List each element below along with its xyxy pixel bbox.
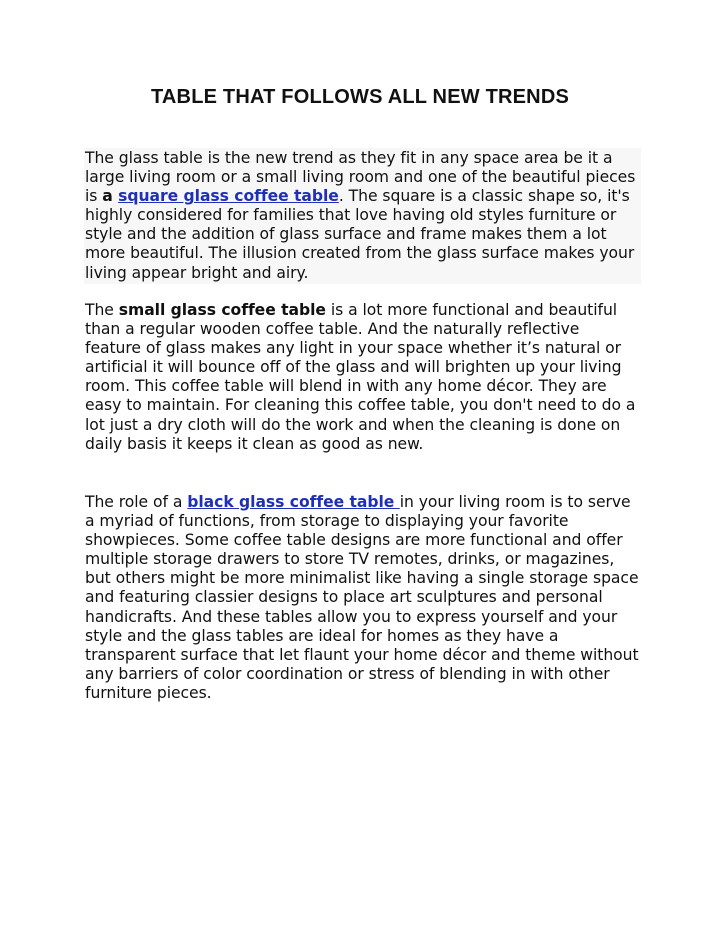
paragraph-3-text-end: in your living room is to serve a myriad of functions, from storage to displaying your favorite showpieces. Some coffee table designs are more functional and offer multiple storage drawers to store TV remotes, drinks, or magazines, but others might be more minimalist like having a single storage space and featuring classier designs to place art sculptures and personal handicrafts. And these tables allow you to express yourself and your style and the glass tables are ideal for homes as they have a transparent surface that let flaunt your home décor and theme without any barriers of color coordination or stress of blending in with other furniture pieces. [85, 493, 639, 702]
paragraph-2-text-start: The [85, 301, 119, 319]
paragraph-1-text-end: . The square is a classic shape so, it's highly considered for families that love having old styles furniture or style and the addition of glass surface and frame makes them a lot more beautiful. The illusion created from the glass surface makes your living appear bright and airy. [85, 187, 635, 282]
paragraph-2 [85, 301, 640, 454]
paragraph-3 [85, 493, 640, 703]
square-glass-coffee-table-link[interactable]: square glass coffee table [118, 187, 339, 206]
paragraph-1-text-start: The glass table is the new trend as they fit in any space area be it a large living room or a small living room and one of the beautiful pieces is [85, 149, 636, 206]
paragraph-3-text-start: The role of a [85, 493, 188, 511]
paragraph-1-bold-article: a [102, 187, 119, 206]
paragraph-2-text-end: is a lot more functional and beautiful than a regular wooden coffee table. And the naturally reflective feature of glass makes any light in your space whether it’s natural or artificial it will bounce off of the glass and will brighten up your living room. This coffee table will blend in with any home décor. They are easy to maintain. For cleaning this coffee table, you don't need to do a lot just a dry cloth will do the work and when the cleaning is done on daily basis it keeps it clean as good as new. [85, 301, 636, 453]
paragraph-1 [85, 149, 640, 283]
black-glass-coffee-table-link[interactable]: black glass coffee table [187, 493, 400, 511]
small-glass-coffee-table-bold: small glass coffee table [118, 301, 326, 319]
page-title: TABLE THAT FOLLOWS ALL NEW TRENDS [150, 86, 570, 108]
